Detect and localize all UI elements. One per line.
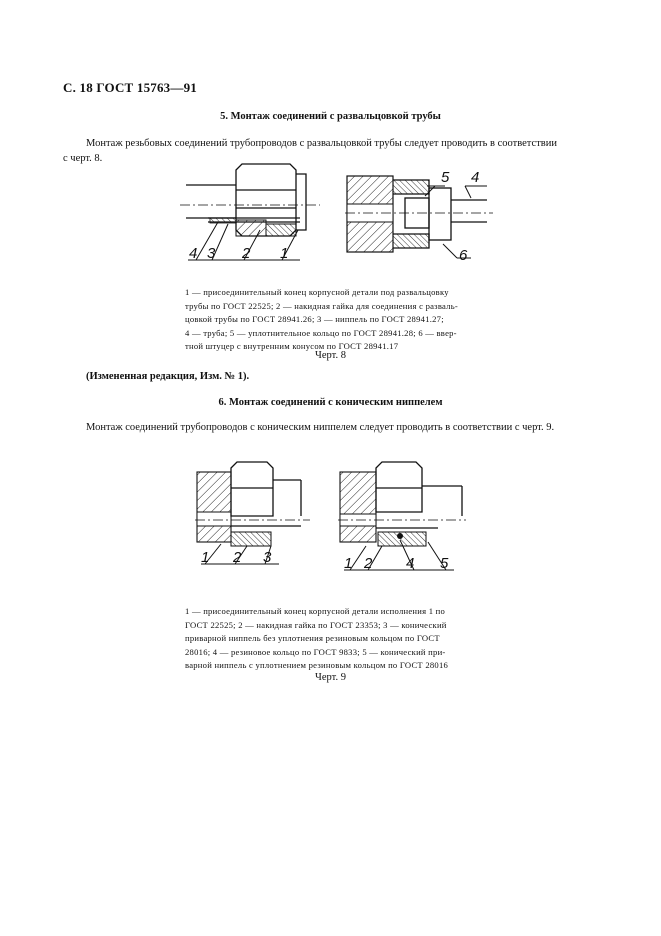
amendment-note: (Измененная редакция, Изм. № 1). (86, 371, 250, 382)
caption-9-line: 1 — присоединительный конец корпусной детали исполнения 1 по (185, 606, 446, 616)
section-6-title: 6. Монтаж соединений с коническим ниппелем (218, 397, 443, 408)
fig9-right-label-2: 2 (364, 555, 373, 572)
fig8-left-label-1: 1 (280, 245, 289, 262)
figure-8-label: Черт. 8 (315, 350, 346, 361)
caption-9-line: ГОСТ 22525; 2 — накидная гайка по ГОСТ 23353; 3 — конический (185, 619, 447, 630)
section-6-intro-line-1: Монтаж соединений трубопроводов с коническим ниппелем следует проводить в соответствии с черт. 9. (86, 422, 555, 433)
fig9-right-label-5: 5 (440, 555, 449, 572)
fig8-left-label-3: 3 (207, 245, 216, 262)
figure-8-caption (185, 286, 492, 354)
caption-8-line: тной штуцер с внутренним конусом по ГОСТ 28941.17 (185, 341, 399, 352)
fig9-right-label-1: 1 (344, 555, 353, 572)
figure-9-left-drawing (195, 460, 315, 570)
fig8-left-label-2: 2 (242, 245, 251, 262)
figure-9-right-drawing (338, 460, 468, 580)
figure-8-right-drawing (345, 160, 495, 265)
section-5-intro-line-1: Монтаж резьбовых соединений трубопроводов с развальцовкой трубы следует проводить в соответствии (86, 138, 557, 149)
caption-9-line: варной ниппель с уплотнением резиновым кольцом по ГОСТ 28016 (185, 660, 449, 671)
caption-8-line: трубы по ГОСТ 22525; 2 — накидная гайка для соединения с разваль- (185, 300, 458, 311)
caption-8-line: 4 — труба; 5 — уплотнительное кольцо по ГОСТ 28941.28; 6 — ввер- (185, 327, 457, 338)
fig9-right-label-4: 4 (406, 555, 415, 572)
figure-9-label: Черт. 9 (315, 672, 346, 683)
fig9-left-label-2: 2 (233, 549, 242, 566)
fig8-left-label-4: 4 (189, 245, 198, 262)
caption-9-line: 28016; 4 — резиновое кольцо по ГОСТ 9833; 5 — конический при- (185, 646, 446, 657)
section-5-intro-line-2: с черт. 8. (63, 153, 103, 164)
fig9-left-label-3: 3 (263, 549, 272, 566)
section-5-title: 5. Монтаж соединений с развальцовкой трубы (220, 111, 441, 122)
page-header: С. 18 ГОСТ 15763—91 (63, 80, 197, 95)
caption-8-line: 1 — присоединительный конец корпусной детали под развальцовку (185, 287, 449, 297)
caption-9-line: приварной ниппель без уплотнения резиновым кольцом по ГОСТ (185, 633, 440, 644)
caption-8-line: цовкой трубы по ГОСТ 28941.26; 3 — ниппель по ГОСТ 28941.27; (185, 314, 444, 325)
fig8-right-label-4: 4 (471, 169, 480, 186)
figure-8-left-drawing (180, 160, 325, 265)
fig8-right-label-5: 5 (441, 169, 450, 186)
fig9-left-label-1: 1 (201, 549, 210, 566)
figure-9-caption (185, 605, 480, 673)
fig8-right-label-6: 6 (459, 247, 468, 264)
